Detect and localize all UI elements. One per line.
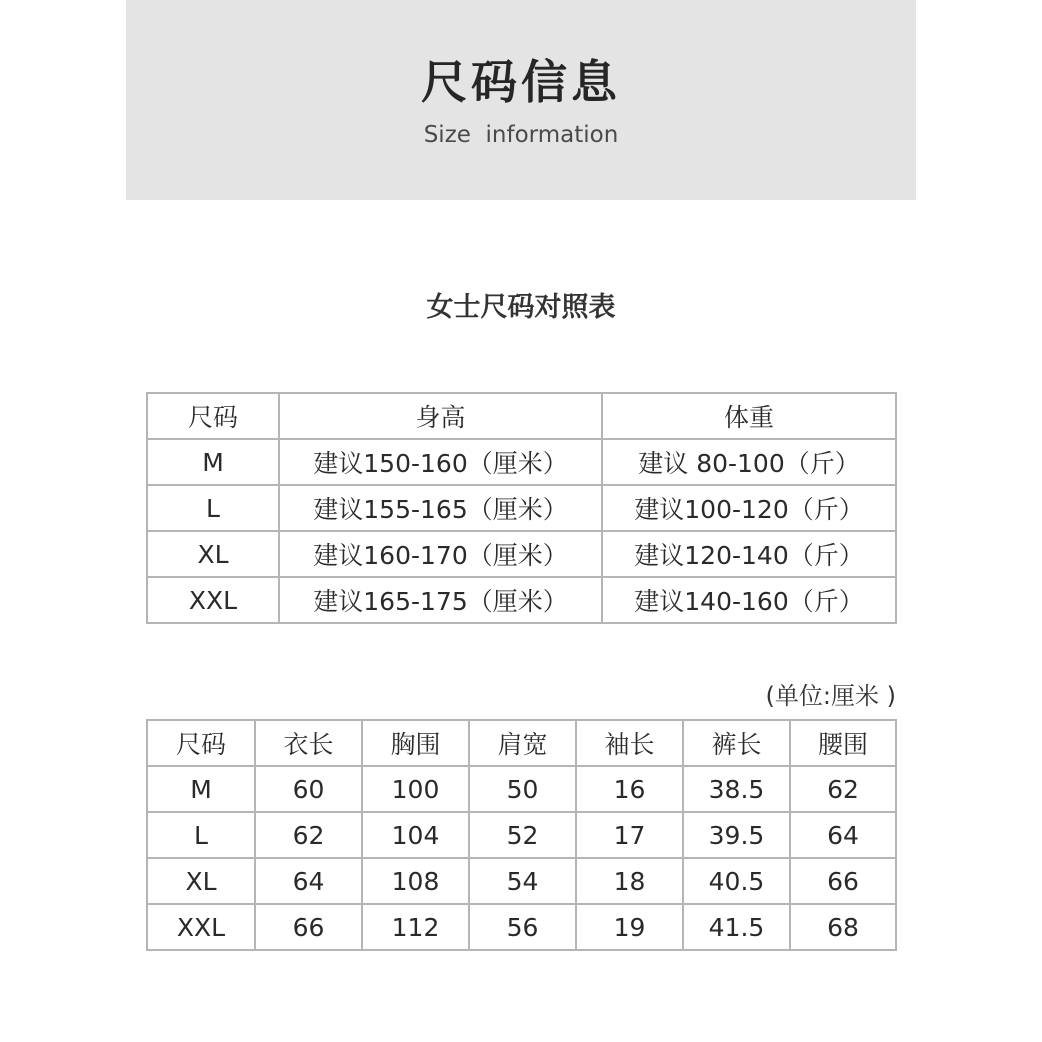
table-cell: 66: [255, 904, 362, 950]
table-cell: 建议 80-100（斤）: [602, 439, 896, 485]
header-banner: [126, 0, 916, 200]
table-cell: M: [147, 766, 255, 812]
table-cell: 60: [255, 766, 362, 812]
table-cell: L: [147, 485, 279, 531]
table-cell: 16: [576, 766, 683, 812]
table-cell: 建议100-120（斤）: [602, 485, 896, 531]
table-row: [147, 531, 896, 577]
table-cell: XXL: [147, 577, 279, 623]
table-cell: 39.5: [683, 812, 790, 858]
table-cell: 64: [790, 812, 896, 858]
unit-note: (单位:厘米 ): [765, 682, 896, 710]
table-row: [147, 577, 896, 623]
table-cell: 62: [790, 766, 896, 812]
table-cell: L: [147, 812, 255, 858]
table-cell: 建议140-160（斤）: [602, 577, 896, 623]
table-cell: 17: [576, 812, 683, 858]
header-cell: 裤长: [683, 720, 790, 766]
table-cell: 64: [255, 858, 362, 904]
table-cell: 112: [362, 904, 469, 950]
table-cell: 41.5: [683, 904, 790, 950]
table-cell: 104: [362, 812, 469, 858]
table-cell: 54: [469, 858, 576, 904]
table-cell: 66: [790, 858, 896, 904]
table-cell: 68: [790, 904, 896, 950]
page-subtitle: Size information: [423, 122, 619, 148]
table-cell: 108: [362, 858, 469, 904]
header-cell: 尺码: [147, 720, 255, 766]
table-row: [147, 766, 896, 812]
table-cell: 19: [576, 904, 683, 950]
header-cell: 衣长: [255, 720, 362, 766]
table-cell: XL: [147, 531, 279, 577]
table-cell: 建议155-165（厘米）: [279, 485, 602, 531]
header-cell: 袖长: [576, 720, 683, 766]
table-cell: 100: [362, 766, 469, 812]
table-header-row: [147, 393, 896, 439]
table-header-row: [147, 720, 896, 766]
page-title: 尺码信息: [421, 55, 621, 109]
table-cell: 38.5: [683, 766, 790, 812]
table-cell: XL: [147, 858, 255, 904]
table-row: [147, 858, 896, 904]
header-cell: 尺码: [147, 393, 279, 439]
table-cell: 18: [576, 858, 683, 904]
table-row: [147, 439, 896, 485]
header-cell: 肩宽: [469, 720, 576, 766]
table-cell: 56: [469, 904, 576, 950]
table-cell: 建议120-140（斤）: [602, 531, 896, 577]
table-cell: 50: [469, 766, 576, 812]
table-cell: 建议160-170（厘米）: [279, 531, 602, 577]
table-cell: M: [147, 439, 279, 485]
table-row: [147, 904, 896, 950]
table-cell: 62: [255, 812, 362, 858]
header-cell: 胸围: [362, 720, 469, 766]
table-cell: 建议150-160（厘米）: [279, 439, 602, 485]
table-row: [147, 485, 896, 531]
section-title: 女士尺码对照表: [426, 292, 616, 323]
table-cell: 52: [469, 812, 576, 858]
table-row: [147, 812, 896, 858]
table-cell: 建议165-175（厘米）: [279, 577, 602, 623]
header-cell: 身高: [279, 393, 602, 439]
table-cell: 40.5: [683, 858, 790, 904]
header-cell: 体重: [602, 393, 896, 439]
table-cell: XXL: [147, 904, 255, 950]
measurement-table: [146, 719, 897, 951]
header-cell: 腰围: [790, 720, 896, 766]
height-weight-table: [146, 392, 897, 624]
